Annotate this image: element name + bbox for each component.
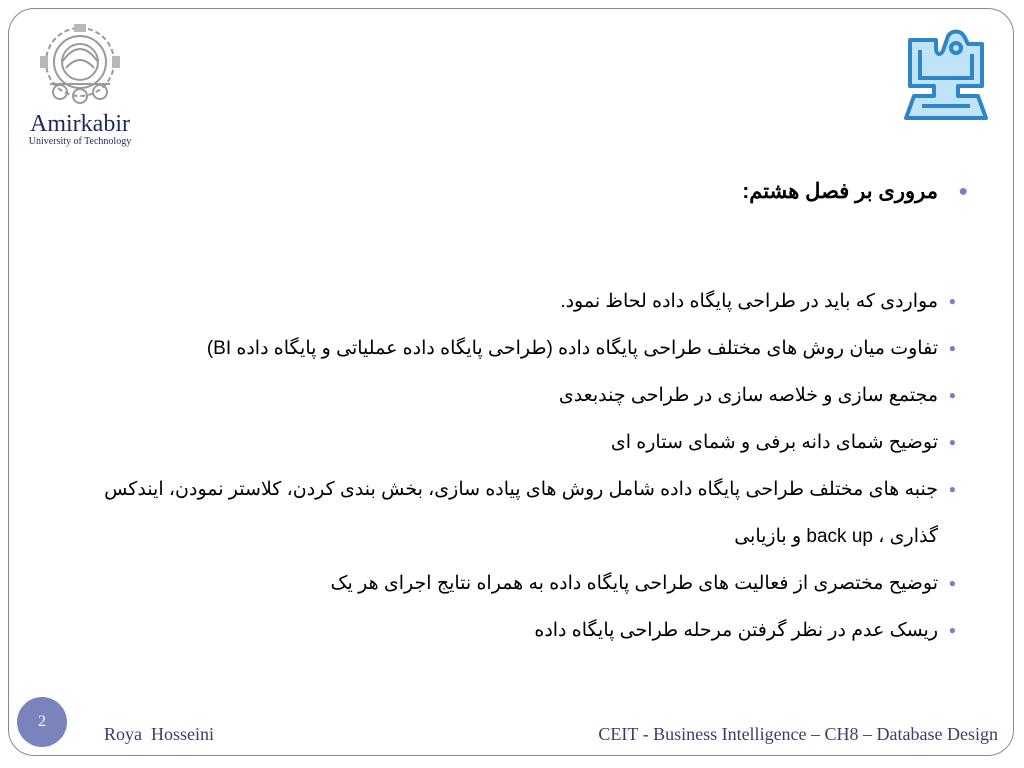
list-item-text: مواردی که باید در طراحی پایگاه داده لحاظ نمود.: [560, 291, 938, 312]
slide-heading-text: مروری بر فصل هشتم:: [742, 180, 938, 203]
list-item: [100, 325, 956, 372]
bullet-dot-icon: ●: [948, 294, 956, 308]
bullet-dot-icon: ●: [948, 623, 956, 637]
list-item: [100, 278, 956, 325]
computer-department-logo-icon: [896, 26, 996, 126]
university-name: Amirkabir: [30, 111, 130, 137]
list-item-text: تفاوت میان روش های مختلف طراحی پایگاه داده (طراحی پایگاه داده عملیاتی و پایگاه داده BI): [206, 338, 938, 359]
list-item: [100, 466, 956, 560]
footer-course-title: CEIT - Business Intelligence – CH8 – Database Design: [598, 724, 998, 744]
department-logo: [896, 26, 996, 126]
list-item: [100, 560, 956, 607]
bullet-dot-icon: ●: [958, 183, 968, 200]
list-item: [100, 419, 956, 466]
list-item: [100, 372, 956, 419]
slide-content: [100, 170, 968, 654]
university-subtitle: University of Technology: [28, 136, 132, 147]
university-logo: [14, 22, 146, 150]
list-item-text: ریسک عدم در نظر گرفتن مرحله طراحی پایگاه داده: [534, 620, 938, 641]
list-item-text: مجتمع سازی و خلاصه سازی در طراحی چندبعدی: [558, 385, 938, 406]
list-item-text: توضیح شمای دانه برفی و شمای ستاره ای: [610, 432, 938, 453]
bullet-dot-icon: ●: [948, 435, 956, 449]
amirkabir-emblem-icon: [30, 22, 130, 110]
bullet-dot-icon: ●: [948, 388, 956, 402]
footer-author: Roya Hosseini: [104, 724, 214, 744]
bullet-dot-icon: ●: [948, 482, 956, 496]
bullet-dot-icon: ●: [948, 576, 956, 590]
list-item-text: توضیح مختصری از فعالیت های طراحی پایگاه داده به همراه نتایج اجرای هر یک: [330, 573, 938, 594]
bullet-dot-icon: ●: [948, 341, 956, 355]
list-item: [100, 607, 956, 654]
page-number: 2: [17, 697, 67, 747]
bullet-list: [100, 278, 956, 654]
slide-heading: [100, 170, 968, 214]
list-item-text: جنبه های مختلف طراحی پایگاه داده شامل روش های پیاده سازی، بخش بندی کردن، کلاستر نمودن، ایندکس گذاری ، back up و بازیابی: [104, 479, 938, 547]
